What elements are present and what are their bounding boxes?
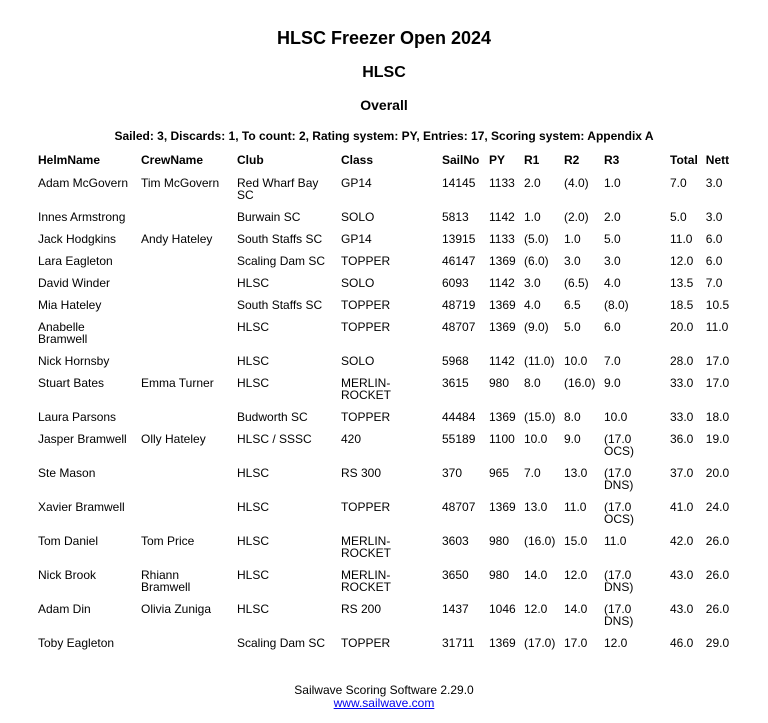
table-cell (137, 318, 233, 352)
table-cell (137, 498, 233, 532)
table-cell (137, 296, 233, 318)
table-row (34, 374, 747, 408)
table-cell: 5.0 (564, 320, 581, 334)
table-cell: 8.0 (524, 376, 541, 390)
table-cell: 6.5 (564, 298, 581, 312)
table-cell: 10.0 (564, 354, 588, 368)
table-cell: TOPPER (341, 410, 391, 424)
table-cell: 1369 (489, 320, 516, 334)
table-cell: (17.0 OCS) (604, 500, 634, 526)
column-header: CrewName (141, 153, 204, 167)
table-cell: 1133 (489, 232, 515, 246)
column-header: SailNo (442, 153, 480, 167)
table-cell (137, 252, 233, 274)
table-cell: Mia Hateley (38, 298, 102, 312)
table-cell: 980 (489, 534, 510, 548)
table-cell: Budworth SC (237, 410, 308, 424)
table-cell: 6093 (442, 276, 469, 290)
table-cell: (17.0) (524, 636, 556, 650)
table-cell: 9.0 (564, 432, 581, 446)
column-header: Nett (705, 153, 730, 167)
table-cell: 980 (489, 568, 510, 582)
table-cell (137, 274, 233, 296)
table-cell: TOPPER (341, 500, 391, 514)
table-cell: 18.5 (670, 298, 694, 312)
table-cell: 43.0 (670, 568, 694, 582)
table-cell: South Staffs SC (237, 298, 323, 312)
table-cell: (5.0) (524, 232, 549, 246)
table-cell: David Winder (38, 276, 111, 290)
table-cell: 26.0 (705, 602, 730, 616)
table-row (34, 230, 747, 252)
table-cell: 48707 (442, 320, 476, 334)
table-cell: 14.0 (564, 602, 588, 616)
table-cell: 1369 (489, 254, 516, 268)
table-cell: Tim McGovern (141, 176, 220, 190)
table-cell: (4.0) (564, 176, 589, 190)
table-cell: 3.0 (524, 276, 541, 290)
table-cell: 11.0 (604, 534, 627, 548)
table-cell: (6.5) (564, 276, 589, 290)
table-cell: HLSC (237, 276, 270, 290)
table-cell: Anabelle Bramwell (38, 320, 88, 346)
table-row (34, 252, 747, 274)
table-cell (137, 408, 233, 430)
table-cell: HLSC (237, 500, 270, 514)
table-cell: 1100 (489, 432, 515, 446)
table-cell: GP14 (341, 176, 372, 190)
page-title: HLSC Freezer Open 2024 (276, 28, 492, 48)
table-cell: 42.0 (670, 534, 694, 548)
results-table (34, 150, 747, 656)
table-cell: TOPPER (341, 636, 391, 650)
table-cell: Rhiann Bramwell (141, 568, 191, 594)
table-cell: 12.0 (564, 568, 588, 582)
table-cell: 19.0 (705, 432, 730, 446)
table-cell: (17.0 OCS) (604, 432, 634, 458)
table-cell: 13.0 (524, 500, 548, 514)
table-cell: Tom Price (141, 534, 195, 548)
table-cell: Scaling Dam SC (237, 636, 326, 650)
table-cell: 3.0 (604, 254, 621, 268)
table-cell: Adam McGovern (38, 176, 129, 190)
table-cell: 10.0 (604, 410, 628, 424)
table-cell: (16.0) (524, 534, 556, 548)
table-cell: SOLO (341, 210, 375, 224)
table-cell: Andy Hateley (141, 232, 213, 246)
table-cell: 3650 (442, 568, 469, 582)
table-cell (137, 208, 233, 230)
table-cell: 3615 (442, 376, 469, 390)
table-cell: 36.0 (670, 432, 694, 446)
table-cell: (16.0) (564, 376, 596, 390)
table-cell: HLSC (237, 568, 270, 582)
table-cell: TOPPER (341, 298, 391, 312)
table-cell: 1369 (489, 636, 516, 650)
table-row (34, 174, 747, 208)
table-cell: 41.0 (670, 500, 694, 514)
table-cell: 13.0 (564, 466, 588, 480)
table-cell: Ste Mason (38, 466, 96, 480)
table-cell: 1369 (489, 298, 516, 312)
table-row (34, 532, 747, 566)
table-row (34, 600, 747, 634)
table-cell: 11.0 (564, 500, 587, 514)
software-credit: Sailwave Scoring Software 2.29.0 (294, 683, 474, 697)
table-cell: Jasper Bramwell (38, 432, 127, 446)
table-cell: 370 (442, 466, 463, 480)
table-row (34, 634, 747, 656)
table-cell: 12.0 (670, 254, 694, 268)
table-cell: 1142 (489, 210, 515, 224)
table-cell: 1142 (489, 354, 515, 368)
table-cell: 33.0 (670, 410, 694, 424)
table-cell: RS 300 (341, 466, 382, 480)
table-cell: 5.0 (670, 210, 687, 224)
table-cell: (17.0 DNS) (604, 602, 634, 628)
table-cell: 17.0 (705, 376, 730, 390)
table-cell: 26.0 (705, 534, 730, 548)
table-cell: 46.0 (670, 636, 694, 650)
table-cell: HLSC (237, 320, 270, 334)
table-cell: 5968 (442, 354, 469, 368)
table-row (34, 430, 747, 464)
sailwave-link[interactable]: www.sailwave.com (333, 696, 435, 710)
table-cell: 1.0 (604, 176, 621, 190)
table-cell: Lara Eagleton (38, 254, 113, 268)
table-cell: 28.0 (670, 354, 694, 368)
table-cell: 965 (489, 466, 510, 480)
table-cell: HLSC (237, 534, 270, 548)
table-cell: 1.0 (524, 210, 541, 224)
table-row (34, 566, 747, 600)
table-cell: 3.0 (564, 254, 581, 268)
table-cell: Scaling Dam SC (237, 254, 326, 268)
table-cell: 3603 (442, 534, 469, 548)
table-cell: 980 (489, 376, 510, 390)
column-header: PY (489, 153, 506, 167)
table-cell: 10.0 (524, 432, 548, 446)
table-cell: HLSC / SSSC (237, 432, 312, 446)
table-cell: (2.0) (564, 210, 589, 224)
results-body (34, 174, 747, 656)
table-cell: 55189 (442, 432, 476, 446)
table-cell: 1369 (489, 410, 516, 424)
table-cell: (6.0) (524, 254, 549, 268)
table-cell: (17.0 DNS) (604, 568, 634, 594)
table-cell: 11.0 (670, 232, 693, 246)
table-cell: 3.0 (705, 210, 723, 224)
table-cell: (8.0) (604, 298, 629, 312)
table-cell: 5813 (442, 210, 469, 224)
table-cell: 14.0 (524, 568, 548, 582)
table-cell: 5.0 (604, 232, 621, 246)
table-cell: 10.5 (705, 298, 730, 312)
column-header: HelmName (38, 153, 101, 167)
table-cell: 18.0 (705, 410, 730, 424)
table-cell: (11.0) (524, 354, 555, 368)
table-cell: (9.0) (524, 320, 549, 334)
table-cell: 37.0 (670, 466, 694, 480)
table-cell: Olly Hateley (141, 432, 206, 446)
table-cell: 7.0 (524, 466, 541, 480)
table-cell: HLSC (237, 354, 270, 368)
table-cell: 1133 (489, 176, 515, 190)
table-cell: Olivia Zuniga (141, 602, 212, 616)
table-cell: 29.0 (705, 636, 730, 650)
table-cell: 7.0 (705, 276, 723, 290)
table-row (34, 498, 747, 532)
table-cell: Stuart Bates (38, 376, 105, 390)
table-cell: Innes Armstrong (38, 210, 126, 224)
table-cell: HLSC (237, 602, 270, 616)
table-cell: 20.0 (670, 320, 694, 334)
table-row (34, 464, 747, 498)
table-cell: 17.0 (705, 354, 730, 368)
table-cell: 44484 (442, 410, 476, 424)
table-cell: 13.5 (670, 276, 694, 290)
table-cell: 7.0 (604, 354, 621, 368)
column-header: R2 (564, 153, 580, 167)
table-cell: Emma Turner (141, 376, 214, 390)
table-row (34, 408, 747, 430)
table-cell: 43.0 (670, 602, 694, 616)
table-cell: 1046 (489, 602, 516, 616)
table-cell: 12.0 (604, 636, 628, 650)
table-cell: 4.0 (604, 276, 621, 290)
table-cell: MERLIN-ROCKET (341, 376, 392, 402)
table-cell: (15.0) (524, 410, 556, 424)
table-cell: South Staffs SC (237, 232, 323, 246)
column-header: Total (670, 153, 698, 167)
table-cell: HLSC (237, 376, 270, 390)
table-cell: Toby Eagleton (38, 636, 115, 650)
table-cell: RS 200 (341, 602, 382, 616)
table-cell: Laura Parsons (38, 410, 117, 424)
table-cell: 33.0 (670, 376, 694, 390)
table-cell: 1.0 (564, 232, 581, 246)
table-row (34, 352, 747, 374)
table-row (34, 208, 747, 230)
column-header: R1 (524, 153, 540, 167)
column-header: Club (237, 153, 264, 167)
column-header: Class (341, 153, 374, 167)
table-row (34, 296, 747, 318)
table-cell: 17.0 (564, 636, 588, 650)
table-cell: 6.0 (604, 320, 621, 334)
table-cell: MERLIN-ROCKET (341, 534, 392, 560)
table-cell: GP14 (341, 232, 372, 246)
table-cell: MERLIN-ROCKET (341, 568, 392, 594)
table-cell: 46147 (442, 254, 476, 268)
table-cell: 11.0 (705, 320, 729, 334)
series-summary: Sailed: 3, Discards: 1, To count: 2, Rating system: PY, Entries: 17, Scoring system: Appendix A (114, 129, 654, 143)
table-cell: 48719 (442, 298, 476, 312)
table-cell: TOPPER (341, 254, 391, 268)
table-cell (137, 634, 233, 656)
table-cell: 1142 (489, 276, 515, 290)
table-cell: 12.0 (524, 602, 548, 616)
table-cell: TOPPER (341, 320, 391, 334)
table-cell: SOLO (341, 354, 375, 368)
table-cell: 6.0 (705, 254, 723, 268)
table-cell: Tom Daniel (38, 534, 99, 548)
table-cell: 13915 (442, 232, 476, 246)
table-cell: Nick Hornsby (38, 354, 110, 368)
section-heading: Overall (360, 97, 408, 113)
footer (0, 684, 768, 710)
table-cell: 1369 (489, 500, 516, 514)
table-row (34, 274, 747, 296)
table-cell: Red Wharf Bay SC (237, 176, 319, 202)
table-row (34, 318, 747, 352)
table-cell: 24.0 (705, 500, 730, 514)
column-header: R3 (604, 153, 620, 167)
table-cell: 31711 (442, 636, 475, 650)
table-cell: 8.0 (564, 410, 581, 424)
table-cell: 1437 (442, 602, 469, 616)
table-cell: Nick Brook (38, 568, 97, 582)
table-cell: Adam Din (38, 602, 91, 616)
table-cell (137, 464, 233, 498)
table-cell: 48707 (442, 500, 476, 514)
table-cell: 7.0 (670, 176, 687, 190)
table-cell: 420 (341, 432, 362, 446)
table-cell: 2.0 (604, 210, 621, 224)
club-heading: HLSC (362, 64, 406, 81)
table-cell (137, 352, 233, 374)
header-row (34, 150, 747, 174)
table-cell: Xavier Bramwell (38, 500, 125, 514)
table-cell: Jack Hodgkins (38, 232, 117, 246)
table-cell: 2.0 (524, 176, 541, 190)
table-cell: 15.0 (564, 534, 588, 548)
table-cell: 3.0 (705, 176, 723, 190)
table-cell: SOLO (341, 276, 375, 290)
table-cell: 14145 (442, 176, 476, 190)
table-cell: HLSC (237, 466, 270, 480)
table-cell: Burwain SC (237, 210, 301, 224)
table-cell: (17.0 DNS) (604, 466, 634, 492)
table-cell: 20.0 (705, 466, 730, 480)
table-cell: 6.0 (705, 232, 723, 246)
table-cell: 4.0 (524, 298, 541, 312)
table-cell: 26.0 (705, 568, 730, 582)
table-cell: 9.0 (604, 376, 621, 390)
